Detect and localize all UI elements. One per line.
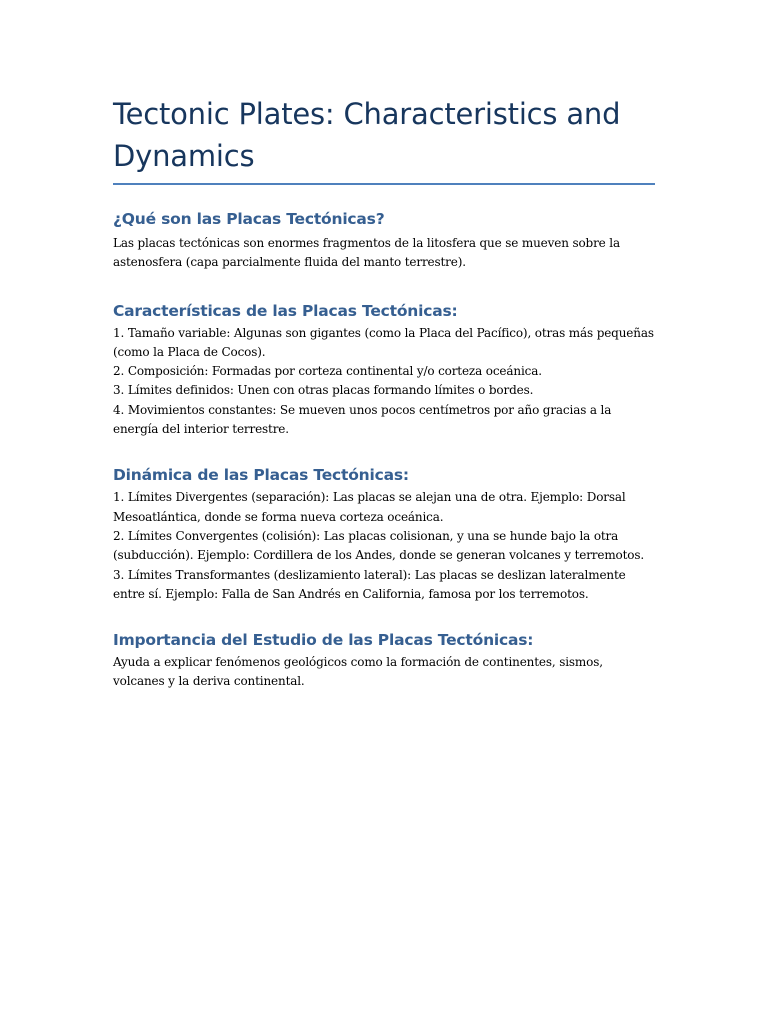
list-item: 2. Límites Convergentes (colisión): Las placas colisionan, y una se hunde bajo la otra (subducción). Ejemplo: Cordillera de los Andes, donde se generan volcanes y terremotos. (113, 528, 645, 563)
list-item: 4. Movimientos constantes: Se mueven unos pocos centímetros por año gracias a la energía del interior terrestre. (113, 402, 612, 437)
section-importance (113, 630, 655, 692)
document-page (113, 0, 655, 692)
document-title: Tectonic Plates: Characteristics and Dynamics (113, 97, 621, 173)
title-divider (113, 183, 655, 185)
section-heading: Importancia del Estudio de las Placas Tectónicas: (113, 631, 534, 650)
section-heading: Dinámica de las Placas Tectónicas: (113, 466, 409, 485)
section-paragraph: Las placas tectónicas son enormes fragmentos de la litosfera que se mueven sobre la astenosfera (capa parcialmente fluida del manto terrestre). (113, 236, 620, 270)
list-item: 1. Límites Divergentes (separación): Las placas se alejan una de otra. Ejemplo: Dorsal Mesoatlántica, donde se forma nueva corteza oceánica. (113, 490, 626, 524)
characteristics-list (113, 324, 655, 440)
list-item: 2. Composición: Formadas por corteza continental y/o corteza oceánica. (113, 364, 542, 379)
list-item: 3. Límites definidos: Unen con otras placas formando límites o bordes. (113, 383, 534, 398)
section-heading: Características de las Placas Tectónicas: (113, 301, 458, 320)
list-item: 3. Límites Transformantes (deslizamiento lateral): Las placas se deslizan lateralmente entre sí. Ejemplo: Falla de San Andrés en California, famosa por los terremotos. (113, 567, 626, 601)
list-item: 1. Tamaño variable: Algunas son gigantes (como la Placa del Pacífico), otras más pequeñas (como la Placa de Cocos). (113, 325, 654, 359)
section-dynamics (113, 465, 655, 604)
section-heading: ¿Qué son las Placas Tectónicas? (113, 210, 385, 228)
section-what-are-plates (113, 209, 655, 273)
section-characteristics (113, 301, 655, 440)
dynamics-list (113, 488, 655, 604)
section-paragraph: Ayuda a explicar fenómenos geológicos como la formación de continentes, sismos, volcanes y la deriva continental. (113, 655, 603, 689)
